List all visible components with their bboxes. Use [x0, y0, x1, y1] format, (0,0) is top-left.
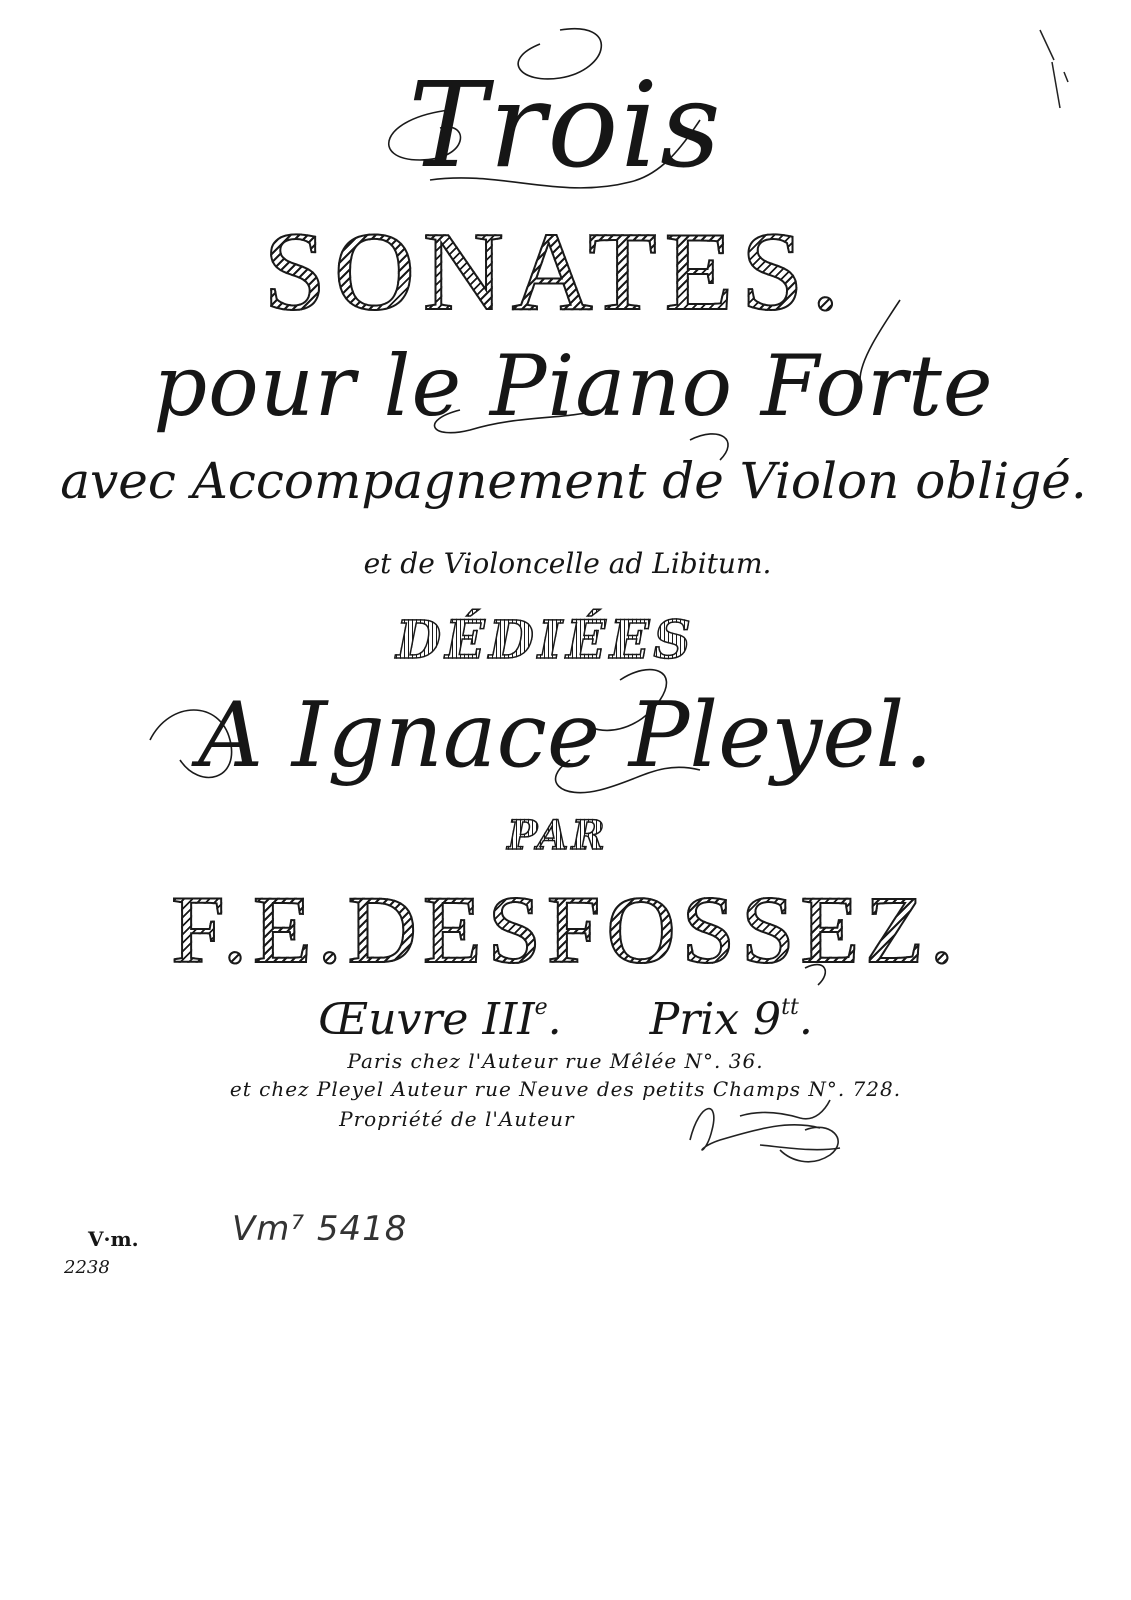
title-trois: Trois	[408, 56, 723, 194]
price-dot: .	[798, 993, 813, 1045]
opus-superscript: e	[534, 995, 548, 1020]
opus-number: Œuvre III	[318, 993, 535, 1045]
subtitle-piano-forte: pour le Piano Forte	[153, 337, 994, 435]
shelfmark-vm: V·m.	[88, 1227, 139, 1251]
par-label: PAR	[0, 812, 1123, 860]
accompaniment-line: avec Accompagnement de Violon obligé.	[60, 452, 1087, 510]
publisher-address-pleyel: et chez Pleyel Auteur rue Neuve des petits Champs N°. 728.	[229, 1077, 902, 1101]
shelfmark-number: 2238	[64, 1257, 110, 1278]
dediees-heading: DÉDIÉES	[0, 610, 1111, 672]
shelfmark-handwritten: Vm⁷ 5418	[232, 1209, 408, 1249]
opus-dot: .	[547, 993, 562, 1045]
property-label: Propriété de l'Auteur	[339, 1107, 575, 1131]
price: Prix 9	[649, 993, 782, 1045]
dedicatee-name: A Ignace Pleyel.	[198, 683, 933, 788]
opus-price-line	[0, 980, 1131, 1048]
title-sonates: SONATES.	[0, 212, 1121, 332]
price-superscript: tt	[781, 995, 799, 1020]
composer-name: F.E.DESFOSSEZ.	[0, 878, 1131, 982]
property-notice	[0, 1106, 1121, 1132]
publisher-address-paris: Paris chez l'Auteur rue Mêlée N°. 36.	[347, 1049, 764, 1073]
violoncelle-line: et de Violoncelle ad Libitum.	[363, 547, 772, 580]
